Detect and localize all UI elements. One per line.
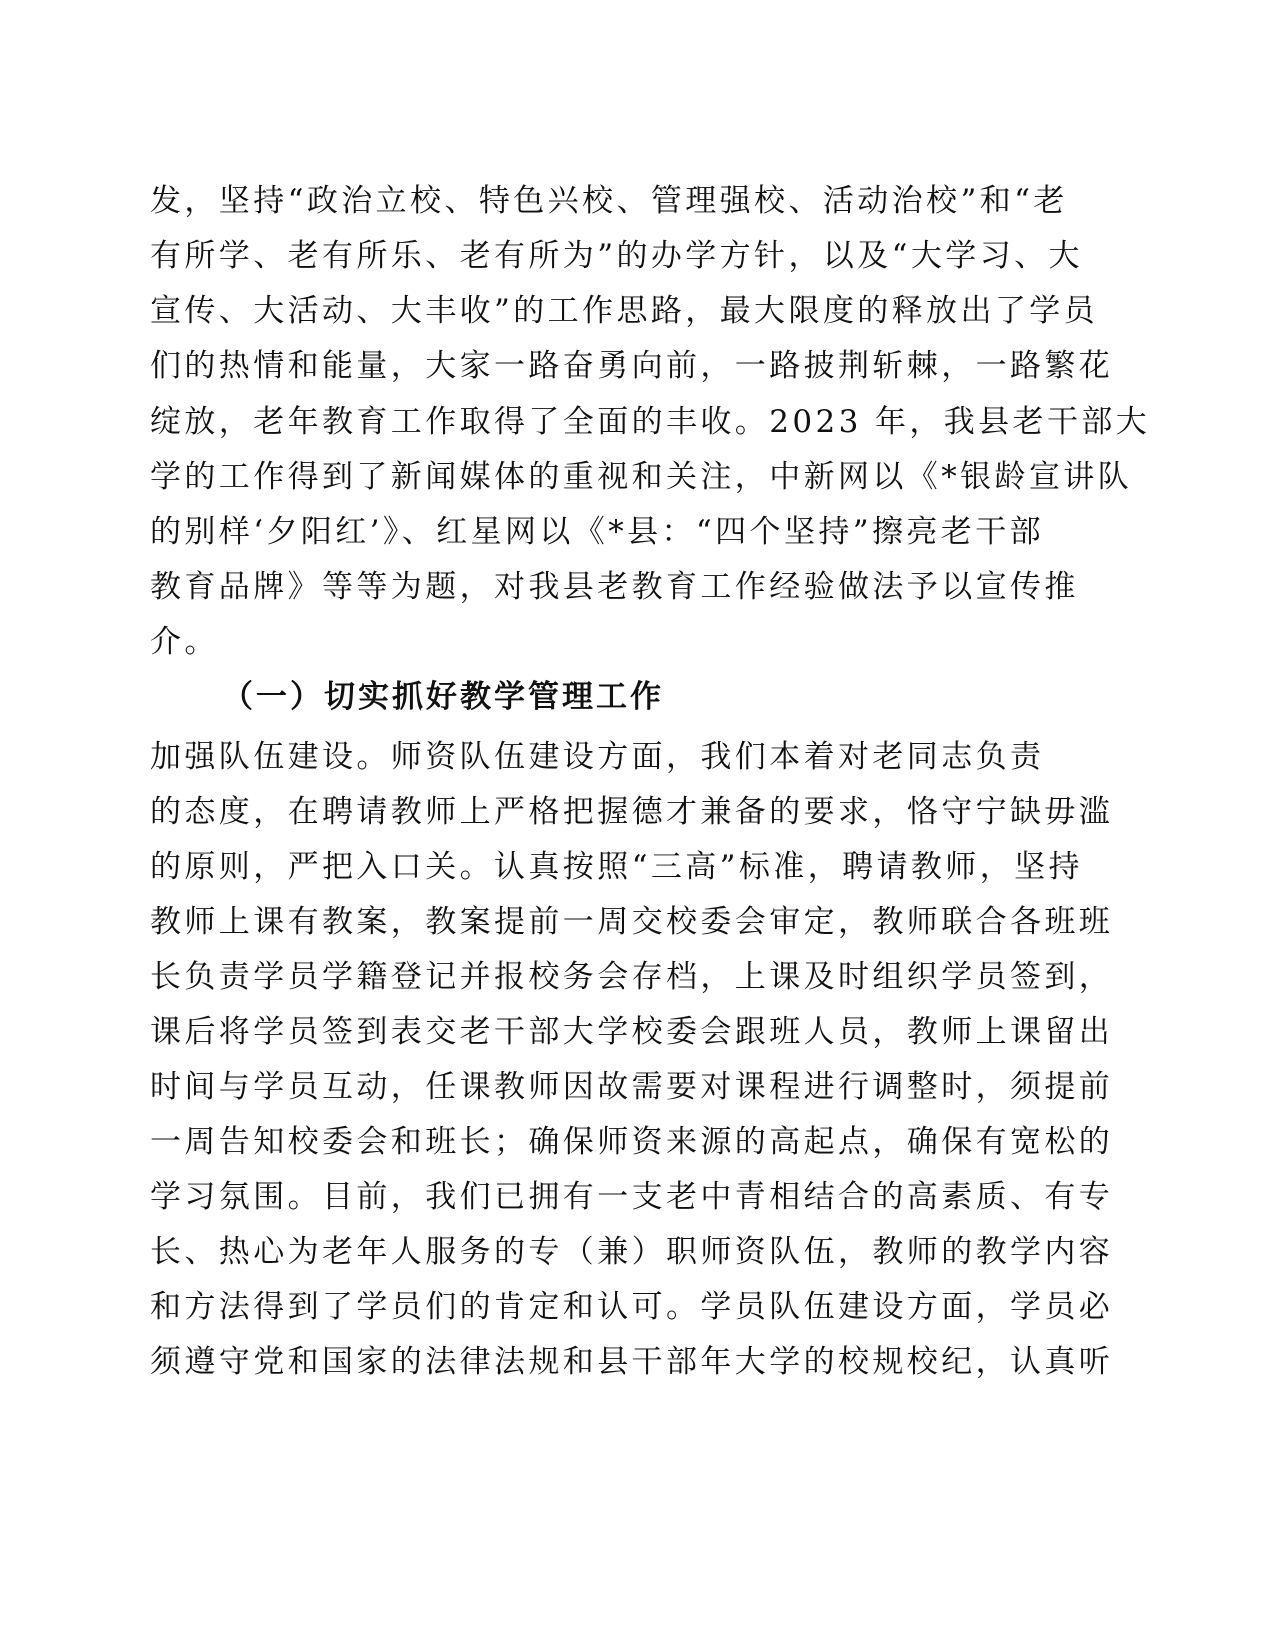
- text-line: 一周告知校委会和班长；确保师资来源的高起点，确保有宽松的: [150, 1124, 1114, 1160]
- text-line: 长负责学员学籍登记并报校务会存档，上课及时组织学员签到，: [150, 959, 1114, 995]
- text-line: 的原则，严把入口关。认真按照“三高”标准，聘请教师，坚持: [150, 849, 1083, 885]
- text-line: 时间与学员互动，任课教师因故需要对课程进行调整时，须提前: [150, 1069, 1114, 1105]
- text-line: 的别样‘夕阳红’》、红星网以《*县：“四个坚持”擦亮老干部: [150, 514, 1045, 550]
- text-line: 绽放，老年教育工作取得了全面的丰收。2023 年，我县老干部大: [150, 404, 1151, 440]
- text-line: 加强队伍建设。师资队伍建设方面，我们本着对老同志负责: [150, 739, 1045, 775]
- text-line: 们的热情和能量，大家一路奋勇向前，一路披荆斩棘，一路繁花: [150, 348, 1114, 384]
- text-line: 介。: [150, 624, 219, 660]
- text-line: 须遵守党和国家的法律法规和县干部年大学的校规校纪，认真听: [150, 1344, 1114, 1380]
- text-line: 教师上课有教案，教案提前一周交校委会审定，教师联合各班班: [150, 904, 1114, 940]
- text-line: 宣传、大活动、大丰收”的工作思路，最大限度的释放出了学员: [150, 293, 1099, 329]
- section-heading: （一）切实抓好教学管理工作: [222, 679, 664, 715]
- text-line: 长、热心为老年人服务的专（兼）职师资队伍，教师的教学内容: [150, 1234, 1114, 1270]
- text-line: 学的工作得到了新闻媒体的重视和关注，中新网以《*银龄宣讲队: [150, 459, 1133, 495]
- text-line: 学习氛围。目前，我们已拥有一支老中青相结合的高素质、有专: [150, 1179, 1114, 1215]
- text-line: 发，坚持“政治立校、特色兴校、管理强校、活动治校”和“老: [150, 183, 1068, 219]
- text-line: 的态度，在聘请教师上严格把握德才兼备的要求，恪守宁缺毋滥: [150, 794, 1114, 830]
- text-line: 和方法得到了学员们的肯定和认可。学员队伍建设方面，学员必: [150, 1289, 1114, 1325]
- text-line: 有所学、老有所乐、老有所为”的办学方针，以及“大学习、大: [150, 238, 1083, 274]
- text-line: 教育品牌》等等为题，对我县老教育工作经验做法予以宣传推: [150, 569, 1079, 605]
- text-line: 课后将学员签到表交老干部大学校委会跟班人员，教师上课留出: [150, 1014, 1114, 1050]
